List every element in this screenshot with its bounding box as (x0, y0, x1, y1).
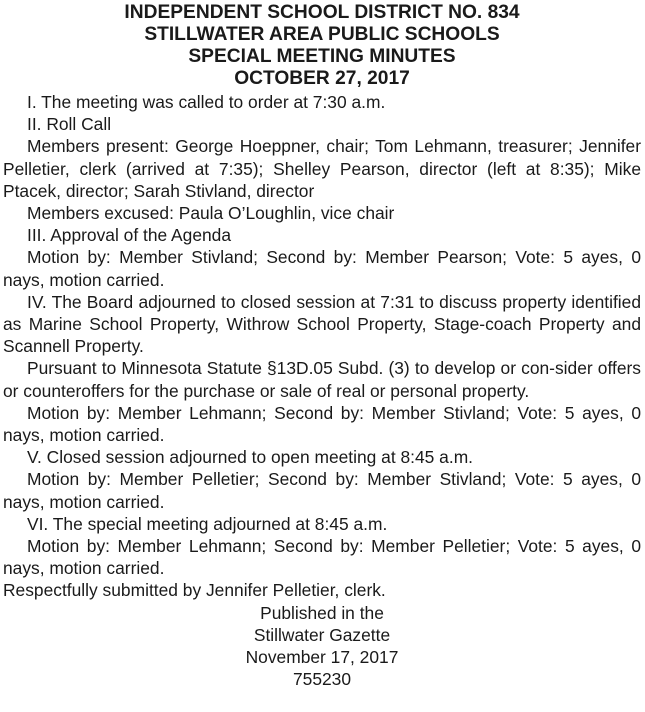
statute-reference: Pursuant to Minnesota Statute §13D.05 Subd. (3) to develop or con-sider offers or counteroffers for the purchase or sale of real or personal property. (3, 358, 641, 401)
signature-line: Respectfully submitted by Jennifer Pelletier, clerk. (3, 580, 386, 601)
closed-session: IV. The Board adjourned to closed session at 7:31 to discuss property identified as Marine School Property, Withrow School Property, Stage-coach Property and Scannell Property. (3, 291, 641, 357)
publication-date: November 17, 2017 (245, 647, 399, 668)
document-title: SPECIAL MEETING MINUTES (188, 46, 456, 67)
call-to-order: I. The meeting was called to order at 7:30 a.m. (27, 92, 386, 112)
open-meeting: V. Closed session adjourned to open meeting at 8:45 a.m. (27, 447, 474, 468)
newspaper-name: Stillwater Gazette (253, 624, 391, 645)
publication-info (3, 602, 641, 691)
district-name: INDEPENDENT SCHOOL DISTRICT NO. 834 (124, 2, 520, 23)
notice-number: 755230 (292, 669, 352, 690)
members-excused: Members excused: Paula O’Loughlin, vice chair (27, 203, 395, 224)
open-meeting-motion: Motion by: Member Pelletier; Second by: Member Stivland; Vote: 5 ayes, 0 nays, motion carried. (3, 469, 641, 512)
published-in: Published in the (260, 602, 384, 623)
notice-header (3, 2, 641, 90)
adjournment: VI. The special meeting adjourned at 8:45 a.m. (27, 513, 388, 534)
closed-session-motion: Motion by: Member Lehmann; Second by: Member Stivland; Vote: 5 ayes, 0 nays, motion carried. (3, 402, 641, 446)
members-present: Members present: George Hoeppner, chair; Tom Lehmann, treasurer; Jennifer Pelletier, clerk (arrived at 7:35); Shelley Pearson, director (left at 8:35); Mike Ptacek, director; Sarah Stivland, director (3, 136, 641, 201)
meeting-date: OCTOBER 27, 2017 (234, 68, 410, 89)
adjournment-motion: Motion by: Member Lehmann; Second by: Member Pelletier; Vote: 5 ayes, 0 nays, motion carried. (3, 536, 641, 579)
roll-call-heading: II. Roll Call (27, 114, 112, 135)
minutes-body (3, 91, 641, 602)
agenda-motion: Motion by: Member Stivland; Second by: Member Pearson; Vote: 5 ayes, 0 nays, motion carried. (3, 247, 641, 290)
schools-name: STILLWATER AREA PUBLIC SCHOOLS (144, 24, 500, 45)
agenda-heading: III. Approval of the Agenda (27, 225, 232, 246)
